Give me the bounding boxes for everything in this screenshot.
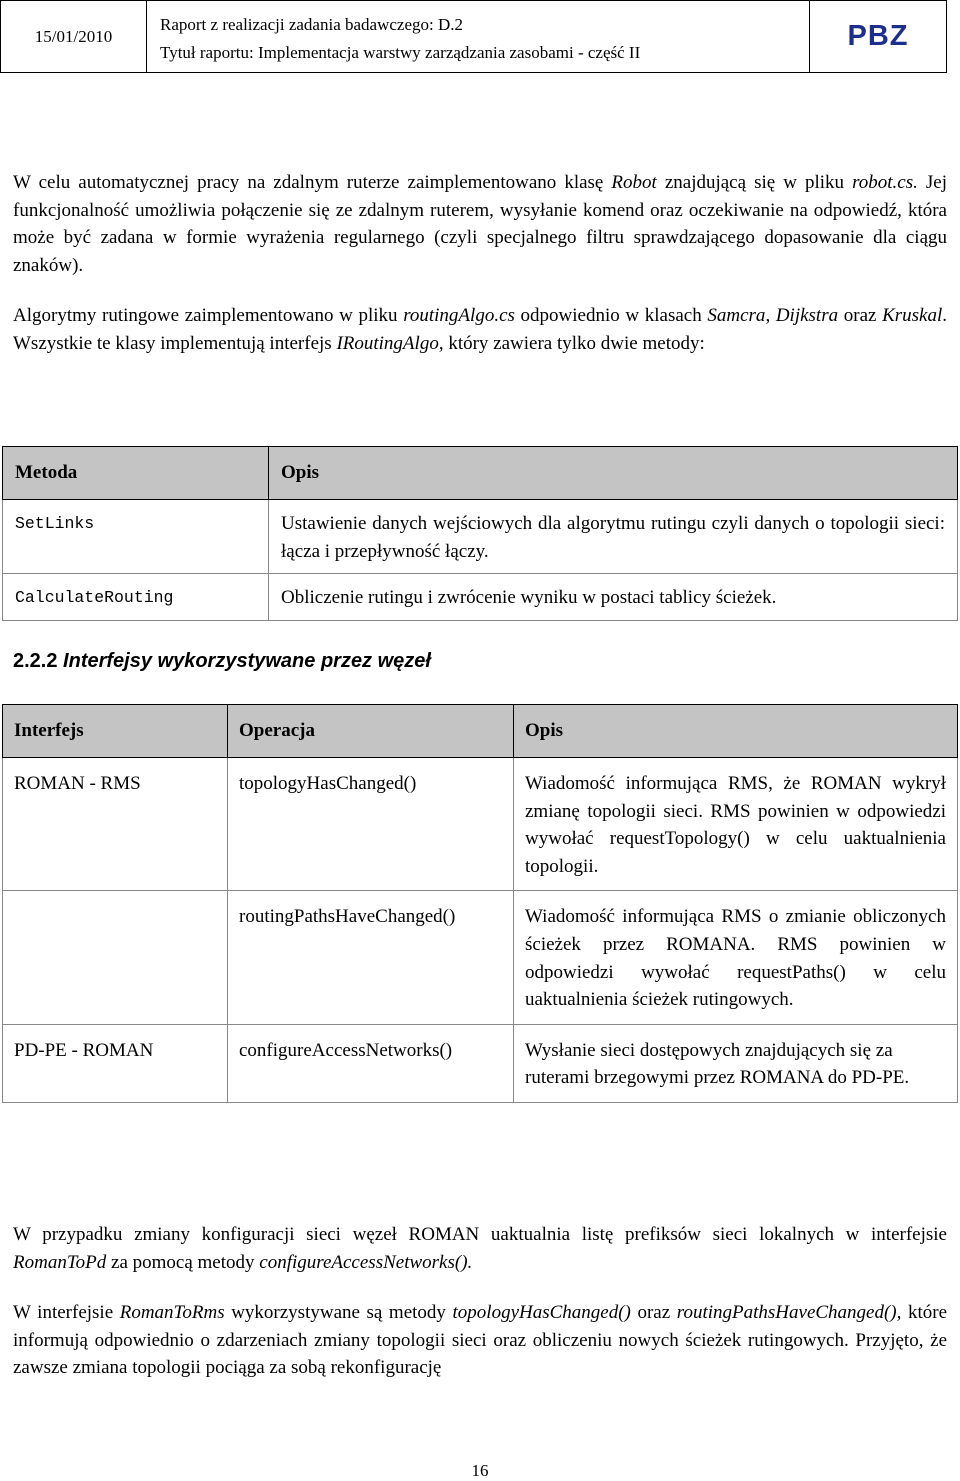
operation-name: topologyHasChanged()	[228, 758, 514, 891]
column-header-description: Opis	[514, 705, 958, 758]
text: Algorytmy rutingowe zaimplementowano w pliku	[13, 305, 404, 326]
section-number: 2.2.2	[13, 650, 58, 672]
column-header-description: Opis	[269, 447, 958, 500]
column-header-method: Metoda	[3, 447, 269, 500]
table-row	[3, 574, 958, 621]
paragraph-roman-to-pd	[13, 1221, 947, 1276]
text: ,	[765, 305, 776, 326]
text: . Wszystkie te klasy implementują interfejs	[13, 305, 948, 354]
operation-description: Wysłanie sieci dostępowych znajdujących się za ruterami brzegowymi przez ROMANA do PD-PE.	[514, 1024, 958, 1102]
operation-description: Wiadomość informująca RMS o zmianie obliczonych ścieżek przez ROMANA. RMS powinien w odpowiedzi wywołać requestPaths() w celu uaktualnienia ścieżek rutingowych.	[514, 891, 958, 1024]
interface-name-iroutingalgo: IRoutingAlgo	[336, 332, 439, 354]
column-header-operation: Operacja	[228, 705, 514, 758]
text: W celu automatycznej pracy na zdalnym ruterze zaimplementowano klasę	[13, 172, 612, 193]
header-title-line: Tytuł raportu: Implementacja warstwy zarządzania zasobami - część II	[160, 43, 641, 62]
file-name-routingalgo: routingAlgo.cs	[403, 305, 515, 326]
interface-name	[3, 891, 228, 1024]
text: W przypadku zmiany konfiguracji sieci węzeł ROMAN uaktualnia listę prefiksów sieci lokalnych w interfejsie	[13, 1224, 947, 1245]
text: oraz	[838, 305, 883, 326]
class-name-samcra: Samcra	[707, 305, 766, 326]
interfaces-table	[2, 704, 958, 1103]
method-name: CalculateRouting	[3, 574, 269, 621]
pbz-logo: PBZ	[847, 20, 909, 52]
paragraph-robot-class	[13, 169, 947, 279]
interface-name: PD-PE - ROMAN	[3, 1024, 228, 1102]
section-title: Interfejsy wykorzystywane przez węzeł	[63, 650, 431, 672]
method-name-routingpathshavechanged: routingPathsHaveChanged(),	[676, 1302, 902, 1323]
method-name: SetLinks	[3, 500, 269, 574]
interface-name: ROMAN - RMS	[3, 758, 228, 891]
class-name-robot: Robot	[611, 172, 657, 193]
text: oraz	[630, 1302, 677, 1323]
operation-description: Wiadomość informująca RMS, że ROMAN wykrył zmianę topologii sieci. RMS powinien w odpowiedzi wywołać requestTopology() w celu uaktualnienia topologii.	[514, 758, 958, 891]
table-row	[3, 1024, 958, 1102]
class-name-dijkstra: Dijkstra	[775, 305, 839, 326]
method-name-configureaccessnetworks: configureAccessNetworks().	[259, 1251, 473, 1273]
table-header-row	[3, 705, 958, 758]
text: Jej funkcjonalność umożliwia połączenie się ze zdalnym ruterem, wysyłanie komend oraz oczekiwanie na odpowiedź, która może być zadana w formie wyrażenia regularnego (czyli specjalnego filtru sprawdzającego dopasowanie dla ciągu znaków).	[13, 172, 947, 276]
page-header	[0, 0, 947, 73]
text: za pomocą metody	[106, 1251, 260, 1273]
text: wykorzystywane są metody	[224, 1302, 453, 1323]
table-row	[3, 891, 958, 1024]
operation-name: routingPathsHaveChanged()	[228, 891, 514, 1024]
section-heading	[13, 650, 431, 673]
methods-table	[2, 446, 958, 621]
text: znajdującą się w pliku	[656, 172, 853, 193]
text: odpowiednio w klasach	[514, 305, 708, 326]
column-header-interface: Interfejs	[3, 705, 228, 758]
method-description: Obliczenie rutingu i zwrócenie wyniku w postaci tablicy ścieżek.	[269, 574, 958, 621]
header-report-line: Raport z realizacji zadania badawczego: D.2	[160, 15, 464, 34]
interface-name-romantopd: RomanToPd	[13, 1251, 107, 1273]
text: W interfejsie	[13, 1302, 120, 1323]
paragraph-roman-to-rms	[13, 1299, 947, 1382]
file-name-robot: robot.cs.	[852, 172, 918, 193]
paragraph-routing-algorithms	[13, 302, 947, 357]
text: , który zawiera tylko dwie metody:	[438, 332, 705, 354]
table-row	[3, 500, 958, 574]
table-row	[3, 758, 958, 891]
method-description: Ustawienie danych wejściowych dla algorytmu rutingu czyli danych o topologii sieci: łącza i przepływność łączy.	[269, 500, 958, 574]
class-name-kruskal: Kruskal	[882, 305, 943, 326]
header-titles	[147, 1, 810, 72]
page-number: 16	[471, 1461, 489, 1480]
interface-name-romantorms: RomanToRms	[119, 1302, 225, 1323]
table-header-row	[3, 447, 958, 500]
header-date: 15/01/2010	[1, 1, 147, 72]
operation-name: configureAccessNetworks()	[228, 1024, 514, 1102]
text: które informują odpowiednio o zdarzeniach zmiany topologii sieci oraz obliczeniu nowych ścieżek rutingowych. Przyjęto, że zawsze zmiana topologii pociąga za sobą rekonfigurację	[13, 1302, 948, 1379]
method-name-topologyhaschanged: topologyHasChanged()	[452, 1302, 631, 1323]
